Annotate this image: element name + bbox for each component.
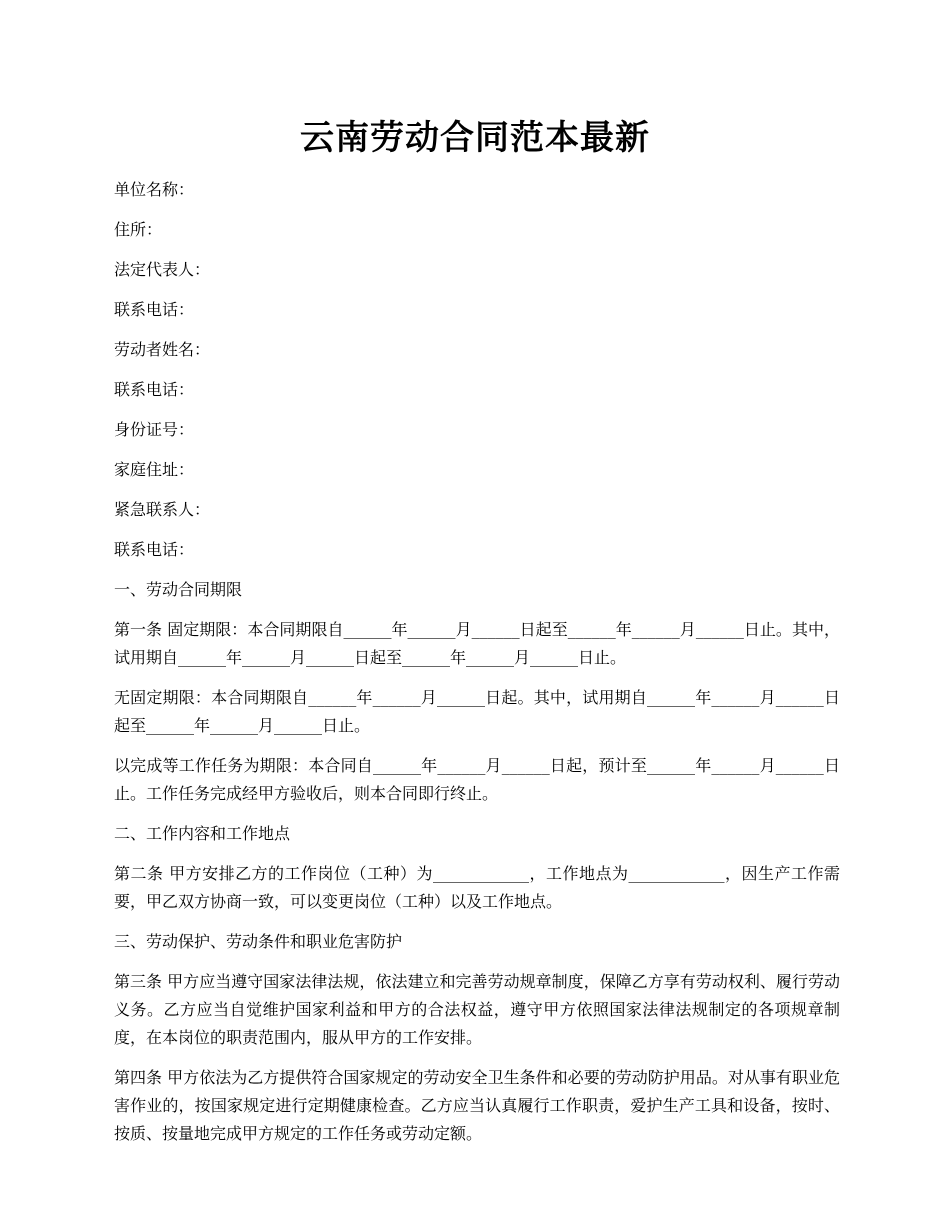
field-employer-address: 住所：	[114, 220, 163, 239]
document-title: 云南劳动合同范本最新	[300, 118, 650, 158]
field-legal-representative: 法定代表人：	[114, 260, 211, 279]
clause-paragraph: 第一条 固定期限：本合同期限自______年______月______日起至______年______月______日止。其中，试用期自______年______月______日起至______年______月______日止。	[114, 620, 840, 667]
field-employer-phone: 联系电话：	[114, 300, 195, 319]
document-body	[114, 176, 840, 1160]
clause-paragraph: 第四条 甲方依法为乙方提供符合国家规定的劳动安全卫生条件和必要的劳动防护用品。对从事有职业危害作业的，按国家规定进行定期健康检查。乙方应当认真履行工作职责，爱护生产工具和设备，按时、按质、按量地完成甲方规定的工作任务或劳动定额。	[114, 1068, 840, 1143]
field-employer-name: 单位名称：	[114, 180, 195, 199]
field-emergency-contact: 紧急联系人：	[114, 500, 211, 519]
clause-paragraph: 第三条 甲方应当遵守国家法律法规，依法建立和完善劳动规章制度，保障乙方享有劳动权利、履行劳动义务。乙方应当自觉维护国家利益和甲方的合法权益，遵守甲方依照国家法律法规制定的各项规章制度，在本岗位的职责范围内，服从甲方的工作安排。	[114, 972, 840, 1047]
field-emergency-phone: 联系电话：	[114, 540, 195, 559]
section-heading: 一、劳动合同期限	[114, 580, 243, 599]
section-heading: 三、劳动保护、劳动条件和职业危害防护	[114, 932, 403, 951]
field-home-address: 家庭住址：	[114, 460, 195, 479]
field-id-number: 身份证号：	[114, 420, 195, 439]
section-heading: 二、工作内容和工作地点	[114, 824, 291, 843]
field-employee-phone: 联系电话：	[114, 380, 195, 399]
clause-paragraph: 无固定期限：本合同期限自______年______月______日起。其中，试用期自______年______月______日起至______年______月______日止。	[114, 688, 840, 735]
field-employee-name: 劳动者姓名：	[114, 340, 211, 359]
clause-paragraph: 以完成等工作任务为期限：本合同自______年______月______日起，预计至______年______月______日止。工作任务完成经甲方验收后，则本合同即行终止。	[114, 756, 840, 803]
clause-paragraph: 第二条 甲方安排乙方的工作岗位（工种）为____________，工作地点为____________，因生产工作需要，甲乙双方协商一致，可以变更岗位（工种）以及工作地点。	[114, 864, 840, 911]
